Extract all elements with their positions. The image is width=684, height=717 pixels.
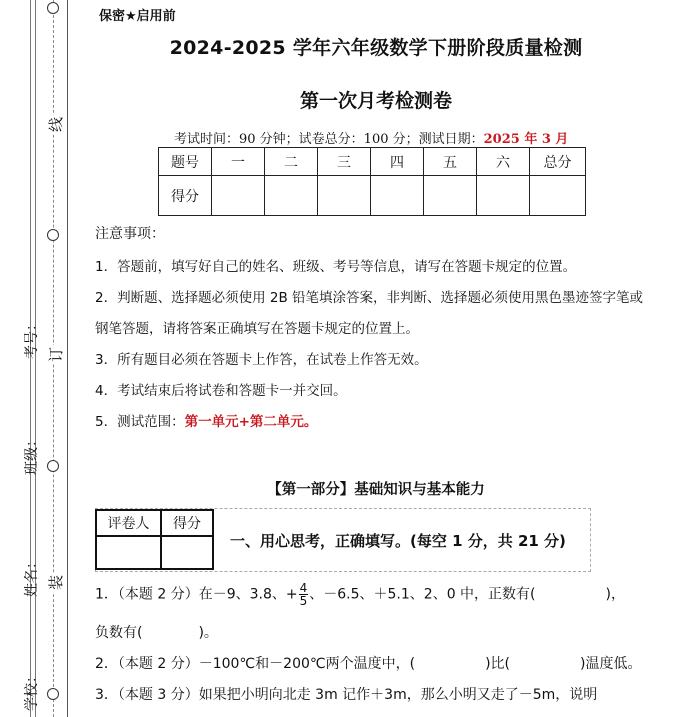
- exam-info: [174, 128, 568, 147]
- score-table: [158, 147, 586, 216]
- question-1-line2: 负数有( )。: [95, 625, 218, 641]
- exam-info-text: 考试时间：90 分钟；试卷总分：100 分；测试日期：: [174, 132, 484, 147]
- secret-label: 保密★启用前: [99, 9, 176, 24]
- score-cell: [477, 176, 530, 216]
- binding-hole-icon: [47, 229, 59, 241]
- notice-item: 2．判断题、选择题必须使用 2B 铅笔填涂答案，非判断、选择题必须使用黑色墨迹签字笔或: [95, 290, 644, 306]
- score-header-cell: 题号: [159, 148, 212, 176]
- field-class: 班级：: [24, 433, 40, 475]
- score-header-cell: 四: [371, 148, 424, 176]
- fraction-numerator: 4: [299, 581, 308, 595]
- binding-char-bind: 装: [47, 574, 66, 591]
- score-cell: [371, 176, 424, 216]
- score-header-cell: 六: [477, 148, 530, 176]
- page-title: 2024-2025 学年六年级数学下册阶段质量检测: [169, 37, 583, 59]
- score-header-cell: 五: [424, 148, 477, 176]
- notice-range-label: 5．测试范围：: [95, 414, 185, 430]
- section-title: 一、用心思考，正确填写。(每空 1 分，共 21 分): [230, 532, 566, 550]
- binding-char-order: 订: [47, 346, 66, 363]
- binding-margin: [0, 0, 68, 717]
- grader-score-label: 得分: [161, 510, 213, 536]
- page-subtitle: 第一次月考检测卷: [299, 90, 452, 112]
- fraction: [299, 582, 309, 607]
- score-cell: [212, 176, 265, 216]
- binding-hole-icon: [47, 460, 59, 472]
- notice-item: 4．考试结束后将试卷和答题卡一并交回。: [95, 383, 347, 399]
- score-header-cell: 一: [212, 148, 265, 176]
- score-header-cell: 总分: [530, 148, 586, 176]
- score-cell: [318, 176, 371, 216]
- score-row-label: 得分: [159, 176, 212, 216]
- notice-item: 钢笔答题，请将答案正确填写在答题卡规定的位置上。: [95, 321, 419, 337]
- notice-item: 3．所有题目必须在答题卡上作答，在试卷上作答无效。: [95, 352, 428, 368]
- binding-char-line: 线: [47, 116, 66, 133]
- grader-table: [95, 509, 214, 570]
- grader-cell: [96, 536, 161, 569]
- score-cell: [265, 176, 318, 216]
- score-cell: [424, 176, 477, 216]
- part-title: 【第一部分】基础知识与基本能力: [267, 482, 485, 498]
- binding-hole-icon: [47, 688, 59, 700]
- notice-item-range: [95, 410, 317, 430]
- score-header-cell: 三: [318, 148, 371, 176]
- field-exam-number: 考号：: [24, 317, 40, 359]
- question-1-prefix: 1．（本题 2 分）在－9、3.8、+: [95, 586, 298, 603]
- exam-date: 2025 年 3 月: [483, 132, 569, 147]
- notice-range-value: 第一单元+第二单元。: [184, 414, 318, 430]
- score-header-cell: 二: [265, 148, 318, 176]
- grader-label: 评卷人: [96, 510, 161, 536]
- notice-item: 1．答题前，填写好自己的姓名、班级、考号等信息，请写在答题卡规定的位置。: [95, 259, 577, 275]
- question-1: [95, 582, 625, 607]
- field-school: 学校：: [24, 669, 40, 711]
- score-cell: [530, 176, 586, 216]
- question-3: 3．（本题 3 分）如果把小明向北走 3m 记作＋3m，那么小明又走了－5m，说明: [95, 687, 598, 703]
- notice-title: 注意事项：: [95, 226, 165, 242]
- field-name: 姓名：: [24, 555, 40, 597]
- grader-score-cell: [161, 536, 213, 569]
- exam-page: [68, 0, 684, 717]
- binding-hole-icon: [47, 2, 59, 14]
- question-2: 2．（本题 2 分）－100℃和－200℃两个温度中，( )比( )温度低。: [95, 656, 642, 672]
- fraction-denominator: 5: [299, 594, 308, 608]
- question-1-suffix: 、－6.5、＋5.1、2、0 中，正数有( )，: [309, 586, 625, 603]
